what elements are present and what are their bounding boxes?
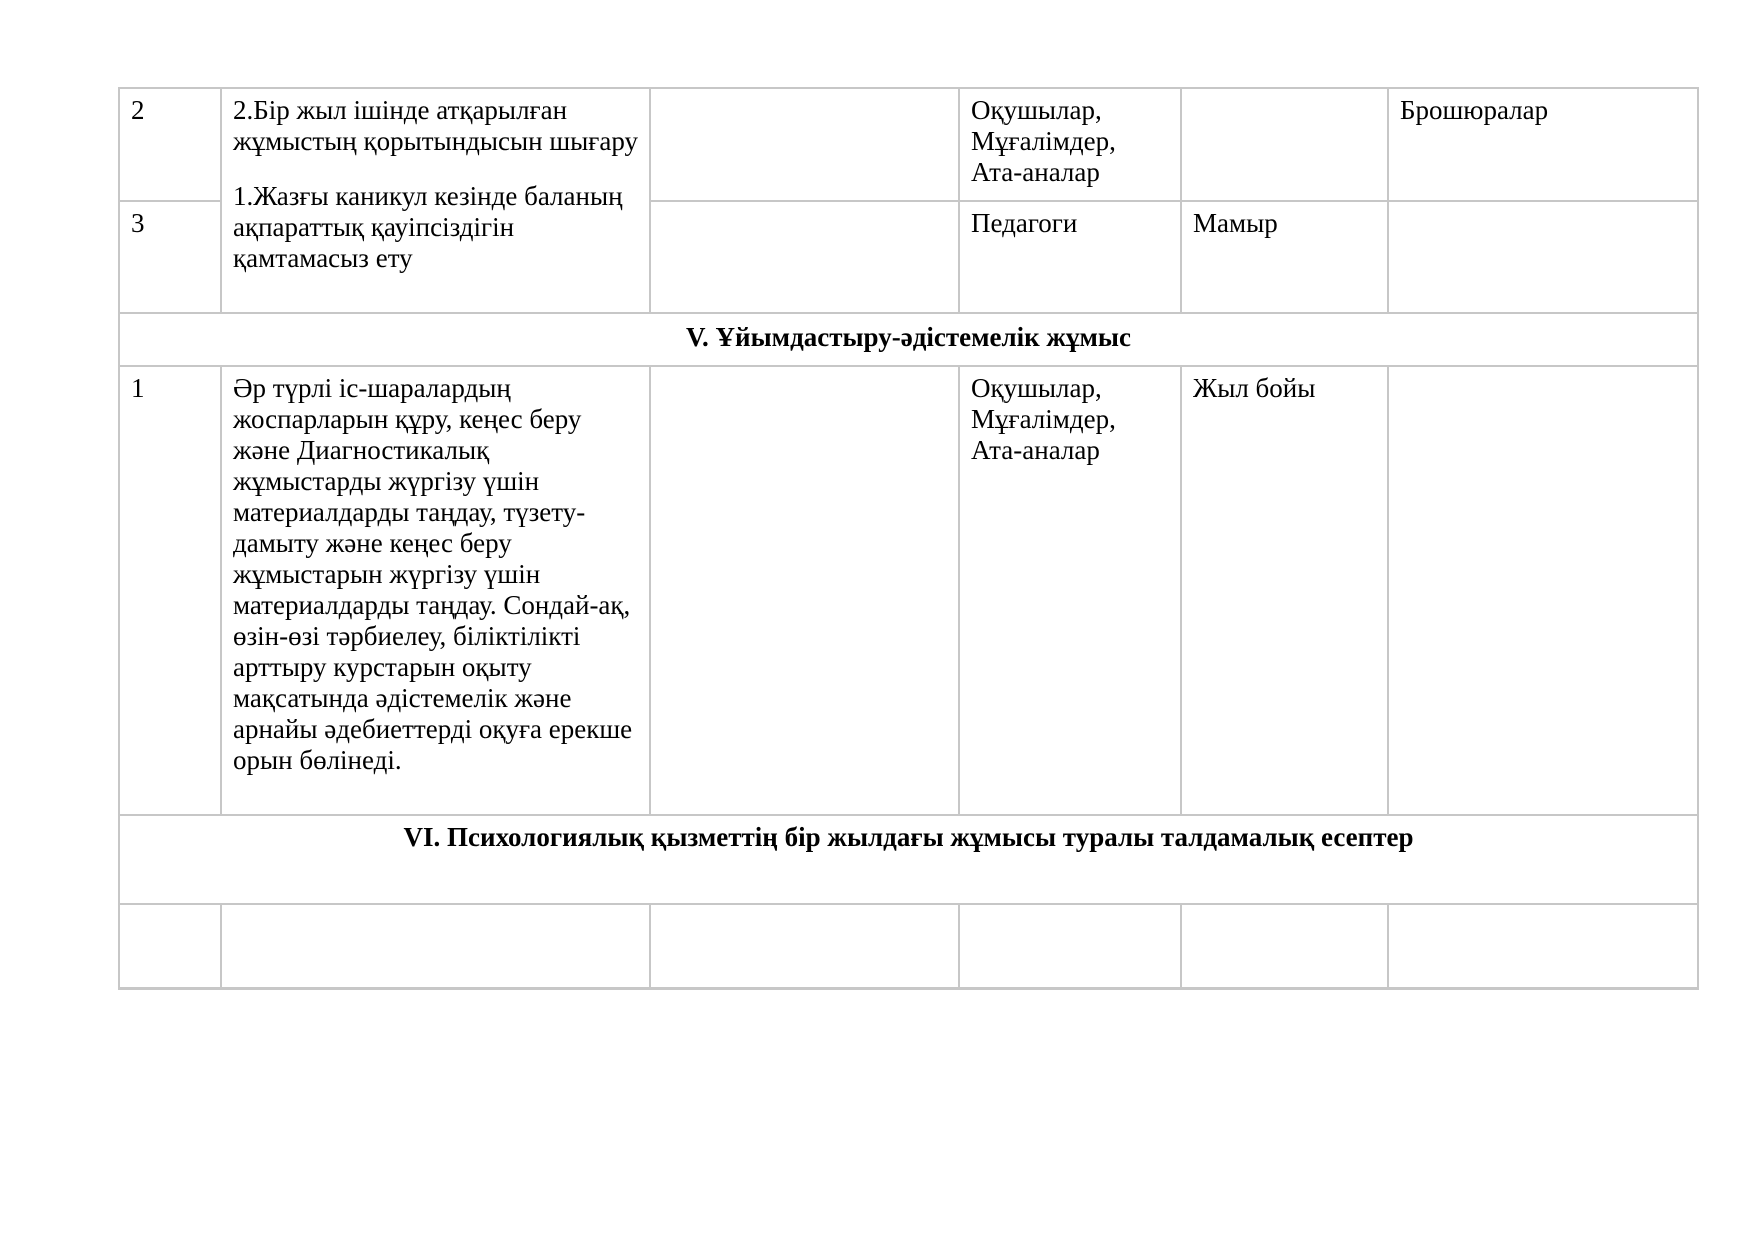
cell-task: Әр түрлі іс-шаралардың жоспарларын құру, кеңес беру және Диагностикалық жұмыстарды жүргізу үшін материалдарды таңдау, түзету-дамыту және кеңес беру жұмыстарын жүргізу үшін материалдарды таңдау. Сондай-ақ, өзін-өзі тәрбиелеу, біліктілікті арттыру курстарын оқыту мақсатында әдістемелік және арнайы әдебиеттерді оқуға ерекше орын бөлінеді. bbox=[221, 366, 650, 815]
section-v-title: V. Ұйымдастыру-әдістемелік жұмыс bbox=[119, 313, 1698, 366]
cell-result: Брошюралар bbox=[1388, 88, 1698, 201]
cell-row-number: 1 bbox=[119, 366, 221, 815]
cell-time bbox=[1181, 904, 1388, 988]
cell-form bbox=[650, 201, 959, 313]
task-paragraph: 2.Бір жыл ішінде атқарылған жұмыстың қорытындысын шығару bbox=[233, 95, 638, 156]
cell-audience: Оқушылар, Мұғалімдер, Ата-аналар bbox=[959, 366, 1181, 815]
section-vi-title: VI. Психологиялық қызметтің бір жылдағы жұмысы туралы талдамалық есептер bbox=[119, 815, 1698, 904]
cell-audience: Педагоги bbox=[959, 201, 1181, 313]
cell-form bbox=[650, 366, 959, 815]
cell-form bbox=[650, 88, 959, 201]
cell-audience bbox=[959, 904, 1181, 988]
cell-row-number bbox=[119, 904, 221, 988]
cell-row-number: 2 bbox=[119, 88, 221, 201]
cell-result bbox=[1388, 904, 1698, 988]
cell-result bbox=[1388, 201, 1698, 313]
section-header-row bbox=[119, 815, 1698, 904]
cell-time: Жыл бойы bbox=[1181, 366, 1388, 815]
work-plan-table bbox=[118, 87, 1699, 990]
cell-task-merged bbox=[221, 88, 650, 313]
cell-form bbox=[650, 904, 959, 988]
table-row bbox=[119, 366, 1698, 815]
cell-row-number: 3 bbox=[119, 201, 221, 313]
empty-table-row bbox=[119, 904, 1698, 988]
cell-result bbox=[1388, 366, 1698, 815]
table-row bbox=[119, 88, 1698, 201]
cell-audience: Оқушылар, Мұғалімдер, Ата-аналар bbox=[959, 88, 1181, 201]
cell-task bbox=[221, 904, 650, 988]
cell-time: Мамыр bbox=[1181, 201, 1388, 313]
section-header-row bbox=[119, 313, 1698, 366]
cell-time bbox=[1181, 88, 1388, 201]
task-paragraph: 1.Жазғы каникул кезінде баланың ақпараттық қауіпсіздігін қамтамасыз ету bbox=[233, 181, 623, 273]
